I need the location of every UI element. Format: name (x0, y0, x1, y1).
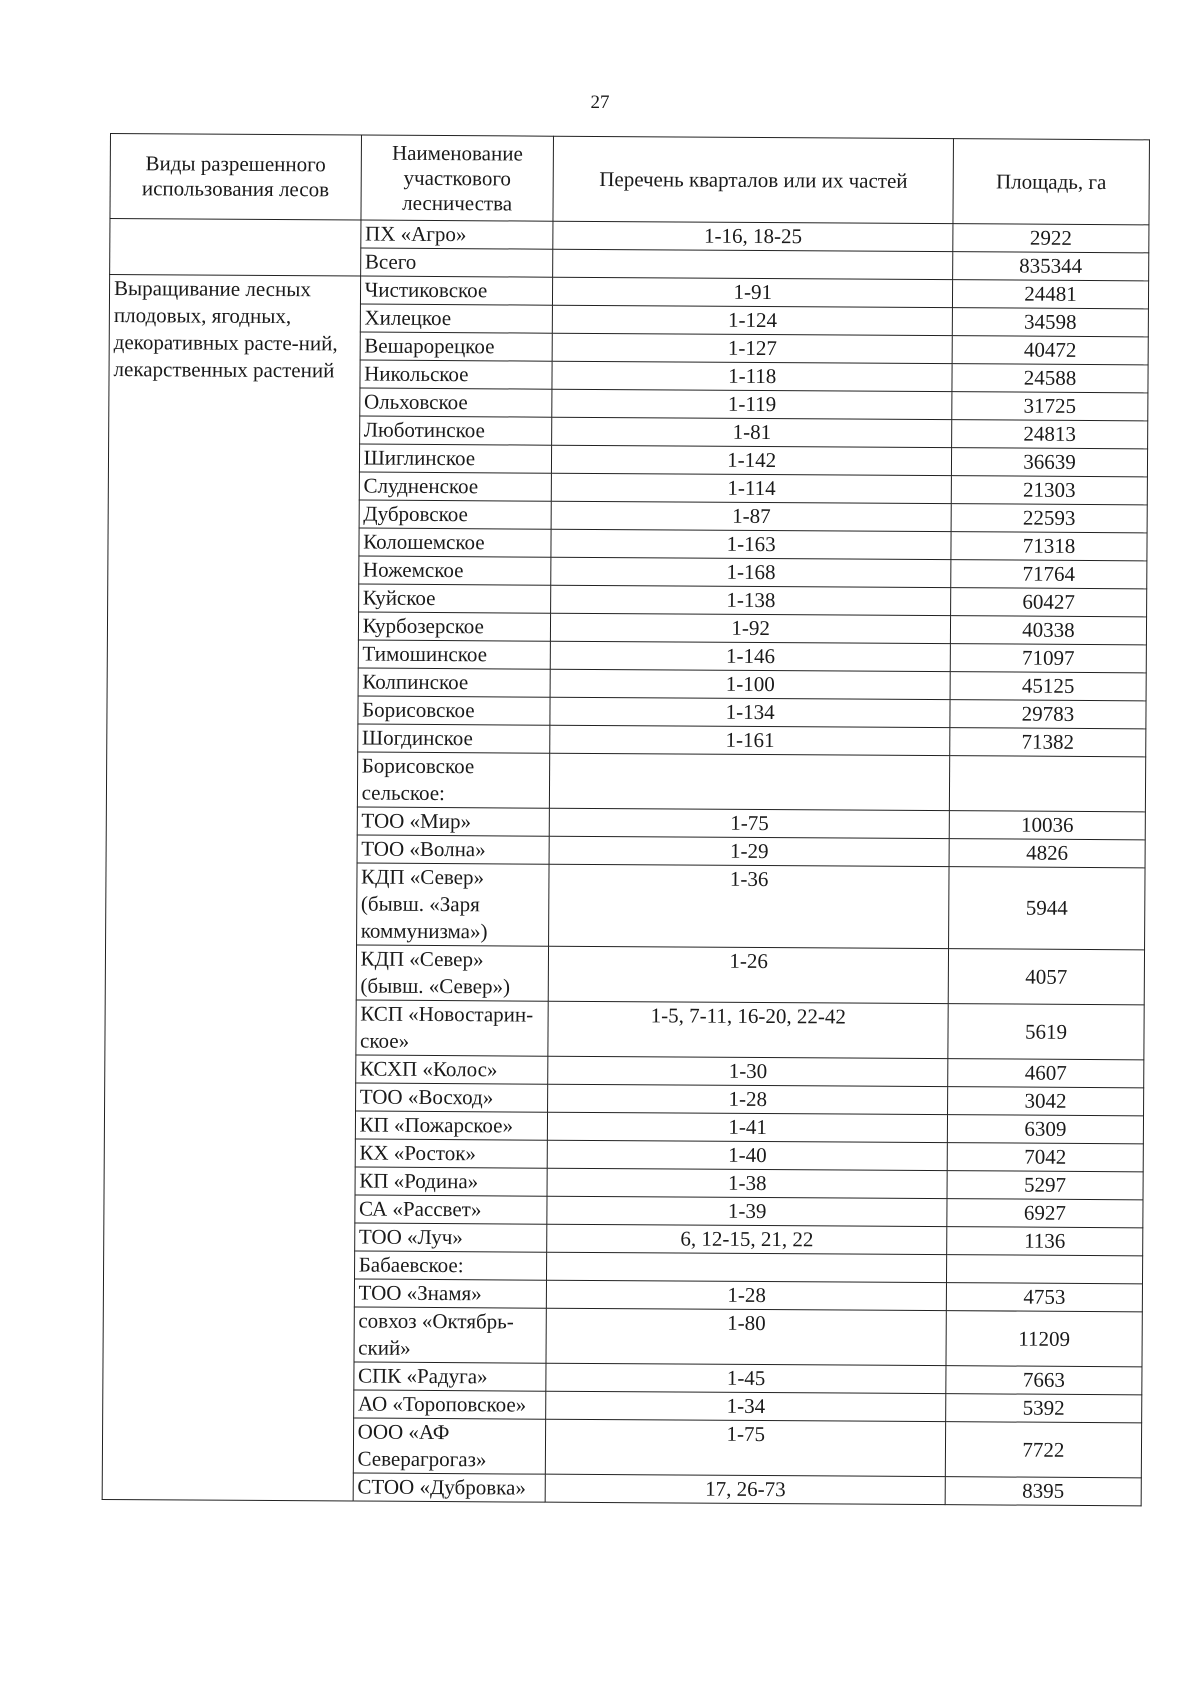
forestry-cell: Ольховское (359, 388, 552, 417)
area-cell: 24481 (952, 280, 1148, 309)
forestry-cell: КХ «Росток» (355, 1139, 548, 1168)
forestry-cell: КДП «Север» (бывш. «Заря коммунизма») (356, 863, 549, 946)
header-quarters: Перечень кварталов или их частей (553, 136, 953, 223)
forestry-cell: СТОО «Дубровка» (353, 1473, 546, 1502)
quarters-cell: 1-118 (552, 361, 952, 391)
area-cell: 40338 (950, 616, 1146, 645)
area-cell: 71318 (951, 532, 1147, 561)
quarters-cell: 1-38 (547, 1168, 947, 1198)
quarters-cell: 1-81 (552, 417, 952, 447)
quarters-cell: 1-91 (553, 277, 953, 307)
forestry-cell: Шогдинское (357, 724, 550, 753)
forest-use-table (102, 133, 1150, 1506)
area-cell: 5944 (949, 867, 1146, 950)
forestry-cell: КСП «Новостарин-ское» (356, 1000, 549, 1056)
quarters-cell: 1-119 (552, 389, 952, 419)
forestry-cell: Хилецкое (360, 304, 553, 333)
area-cell: 8395 (945, 1477, 1141, 1506)
area-cell: 22593 (951, 504, 1147, 533)
quarters-cell: 1-75 (550, 808, 950, 838)
forestry-cell: Вешарорецкое (360, 332, 553, 361)
forestry-cell: Шиглинское (359, 444, 552, 473)
use-cell-empty (110, 219, 361, 277)
area-cell: 11209 (946, 1311, 1142, 1367)
quarters-cell: 1-127 (553, 333, 953, 363)
quarters-cell: 1-87 (552, 501, 952, 531)
area-cell: 5297 (947, 1171, 1143, 1200)
area-cell: 24813 (952, 420, 1148, 449)
quarters-cell: 1-45 (546, 1363, 946, 1393)
quarters-cell: 1-146 (551, 641, 951, 671)
forestry-cell: Чистиковское (360, 276, 553, 305)
forestry-cell: ООО «АФ Северагрогаз» (353, 1418, 546, 1474)
area-cell: 1136 (947, 1227, 1143, 1256)
table-body (102, 219, 1149, 1506)
area-cell: 45125 (950, 672, 1146, 701)
area-cell: 21303 (951, 476, 1147, 505)
quarters-cell (547, 1252, 947, 1282)
area-cell: 71382 (950, 728, 1146, 757)
quarters-cell: 1-16, 18-25 (553, 221, 953, 251)
forestry-cell: Тимошинское (358, 640, 551, 669)
forestry-cell: ТОО «Луч» (354, 1223, 547, 1252)
forestry-cell: КП «Родина» (355, 1167, 548, 1196)
forestry-cell: совхоз «Октябрь-ский» (354, 1307, 547, 1363)
quarters-cell: 1-124 (553, 305, 953, 335)
forestry-cell: ТОО «Мир» (357, 807, 550, 836)
forestry-cell: Ножемское (358, 556, 551, 585)
quarters-cell (553, 249, 953, 279)
area-cell (946, 1255, 1142, 1284)
area-cell: 4607 (948, 1059, 1144, 1088)
quarters-cell: 1-80 (546, 1308, 946, 1365)
quarters-cell (550, 753, 950, 810)
area-cell: 7663 (946, 1366, 1142, 1395)
area-cell: 10036 (949, 811, 1145, 840)
area-cell: 7042 (947, 1143, 1143, 1172)
quarters-cell: 1-114 (552, 473, 952, 503)
forestry-cell: КП «Пожарское» (355, 1111, 548, 1140)
quarters-cell: 1-28 (548, 1084, 948, 1114)
forestry-cell: ПХ «Агро» (360, 220, 553, 249)
quarters-cell: 1-29 (549, 836, 949, 866)
use-type-cell: Выращивание лесных плодовых, ягодных, декоративных расте-ний, лекарственных растений (102, 275, 360, 1502)
page-number: 27 (590, 92, 610, 113)
area-cell: 6309 (947, 1115, 1143, 1144)
quarters-cell: 1-100 (550, 669, 950, 699)
forestry-cell: Колпинское (358, 668, 551, 697)
area-cell: 7722 (945, 1422, 1141, 1478)
area-cell: 2922 (953, 224, 1149, 253)
forestry-cell: КДП «Север» (бывш. «Север») (356, 945, 549, 1001)
quarters-cell: 1-168 (551, 557, 951, 587)
forestry-cell: СПК «Радуга» (353, 1362, 546, 1391)
quarters-cell: 1-41 (548, 1112, 948, 1142)
area-cell: 835344 (953, 252, 1149, 281)
quarters-cell: 1-30 (548, 1056, 948, 1086)
area-cell: 34598 (952, 308, 1148, 337)
area-cell: 40472 (952, 336, 1148, 365)
header-use: Виды разрешенного использования лесов (110, 134, 361, 221)
header-area: Площадь, га (953, 139, 1150, 225)
forestry-cell: ТОО «Волна» (357, 835, 550, 864)
quarters-cell: 6, 12-15, 21, 22 (547, 1224, 947, 1254)
area-cell: 31725 (952, 392, 1148, 421)
forestry-cell: Борисовское (358, 696, 551, 725)
table-header-row (110, 134, 1149, 225)
quarters-cell: 1-26 (549, 946, 949, 1003)
quarters-cell: 1-138 (551, 585, 951, 615)
quarters-cell: 1-163 (551, 529, 951, 559)
area-cell: 71097 (950, 644, 1146, 673)
area-cell: 4826 (949, 839, 1145, 868)
forestry-cell: АО «Тороповское» (353, 1390, 546, 1419)
quarters-cell: 1-36 (549, 864, 949, 948)
forestry-cell: Куйское (358, 584, 551, 613)
quarters-cell: 1-34 (546, 1391, 946, 1421)
area-cell: 60427 (951, 588, 1147, 617)
forestry-cell: Никольское (360, 360, 553, 389)
quarters-cell: 1-142 (552, 445, 952, 475)
area-cell: 4753 (946, 1283, 1142, 1312)
forestry-cell: СА «Рассвет» (354, 1195, 547, 1224)
forestry-cell: Борисовское сельское: (357, 752, 550, 808)
area-cell: 4057 (948, 949, 1144, 1005)
forestry-cell: Курбозерское (358, 612, 551, 641)
forestry-cell: Люботинское (359, 416, 552, 445)
quarters-cell: 1-5, 7-11, 16-20, 22-42 (548, 1001, 948, 1058)
quarters-cell: 1-161 (550, 725, 950, 755)
header-forestry: Наименование участкового лесничества (361, 135, 554, 221)
quarters-cell: 1-75 (546, 1419, 946, 1476)
area-cell: 5619 (948, 1004, 1144, 1060)
area-cell: 3042 (947, 1087, 1143, 1116)
table-row (110, 219, 1149, 253)
quarters-cell: 17, 26-73 (546, 1474, 946, 1504)
area-cell: 6927 (947, 1199, 1143, 1228)
area-cell (949, 756, 1145, 812)
table-row (109, 275, 1148, 309)
forestry-cell: Дубровское (359, 500, 552, 529)
area-cell: 29783 (950, 700, 1146, 729)
area-cell: 71764 (951, 560, 1147, 589)
area-cell: 5392 (946, 1394, 1142, 1423)
forestry-cell: Всего (360, 248, 553, 277)
forestry-cell: КСХП «Колос» (355, 1055, 548, 1084)
area-cell: 36639 (951, 448, 1147, 477)
forestry-cell: ТОО «Восход» (355, 1083, 548, 1112)
area-cell: 24588 (952, 364, 1148, 393)
quarters-cell: 1-28 (547, 1280, 947, 1310)
quarters-cell: 1-92 (551, 613, 951, 643)
quarters-cell: 1-134 (550, 697, 950, 727)
forestry-cell: Слудненское (359, 472, 552, 501)
quarters-cell: 1-40 (548, 1140, 948, 1170)
quarters-cell: 1-39 (547, 1196, 947, 1226)
forestry-cell: Бабаевское: (354, 1251, 547, 1280)
forestry-cell: Колошемское (359, 528, 552, 557)
forestry-cell: ТОО «Знамя» (354, 1279, 547, 1308)
